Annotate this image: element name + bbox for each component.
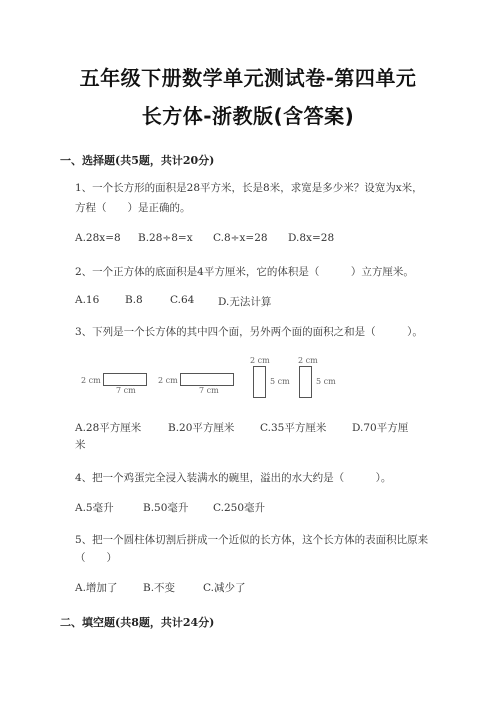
fig4-height-label: 5 cm <box>316 377 336 386</box>
fig3-width-label: 2 cm <box>250 356 270 365</box>
question-1-text-cont: 方程（ ）是正确的。 <box>75 202 191 214</box>
fig3-height-label: 5 cm <box>270 377 290 386</box>
question-3-option-b: B.20平方厘米 <box>168 422 235 434</box>
question-5-option-b: B.不变 <box>143 582 176 594</box>
question-1-option-c: C.8÷x=28 <box>213 232 268 244</box>
question-3-option-c: C.35平方厘米 <box>260 422 327 434</box>
document-title-line2: 长方体-浙教版(含答案) <box>141 104 355 128</box>
fig4-rectangle <box>299 366 312 398</box>
question-4-option-b: B.50毫升 <box>143 502 189 514</box>
question-5-option-c: C.减少了 <box>203 582 246 594</box>
question-1-option-b: B.28÷8=x <box>138 232 193 244</box>
fig1-width-label: 7 cm <box>116 386 136 395</box>
question-3-text: 3、下列是一个长方体的其中四个面，另外两个面的面积之和是（ ）。 <box>75 326 423 338</box>
fig1-rectangle <box>103 373 147 386</box>
question-4-option-c: C.250毫升 <box>213 502 266 514</box>
question-2-option-b: B.8 <box>125 294 143 306</box>
question-1-option-a: A.28x=8 <box>75 232 121 244</box>
question-2-text: 2、一个正方体的底面积是4平方厘米，它的体积是（ ）立方厘米。 <box>75 266 414 278</box>
fig3-rectangle <box>253 366 266 398</box>
question-3-option-d-wrap: 米 <box>75 439 86 451</box>
fig2-rectangle <box>180 373 234 386</box>
question-4-option-a: A.5毫升 <box>75 502 114 514</box>
section-heading-fill-in: 二、填空题(共8题，共计24分) <box>60 616 215 629</box>
fig2-height-label: 2 cm <box>158 376 178 385</box>
question-1-option-d: D.8x=28 <box>288 232 335 244</box>
question-2-option-a: A.16 <box>75 294 100 306</box>
question-2-option-c: C.64 <box>170 294 195 306</box>
question-3-option-d: D.70平方厘 <box>352 422 409 434</box>
document-title-line1: 五年级下册数学单元测试卷-第四单元 <box>79 66 417 90</box>
fig1-height-label: 2 cm <box>81 376 101 385</box>
question-5-text-cont: （ ） <box>75 552 117 564</box>
question-5-text: 5、把一个圆柱体切割后拼成一个近似的长方体，这个长方体的表面积比原来 <box>75 534 429 546</box>
question-3-option-a: A.28平方厘米 <box>75 422 142 434</box>
fig2-width-label: 7 cm <box>199 386 219 395</box>
question-5-option-a: A.增加了 <box>75 582 118 594</box>
question-4-text: 4、把一个鸡蛋完全浸入装满水的碗里，溢出的水大约是（ ）。 <box>75 472 392 484</box>
fig4-width-label: 2 cm <box>298 356 318 365</box>
question-1-text: 1、一个长方形的面积是28平方米，长是8米，求宽是多少米？设宽为x米， <box>75 182 423 194</box>
question-2-option-d: D.无法计算 <box>218 296 272 308</box>
section-heading-choice: 一、选择题(共5题，共计20分) <box>60 154 215 167</box>
